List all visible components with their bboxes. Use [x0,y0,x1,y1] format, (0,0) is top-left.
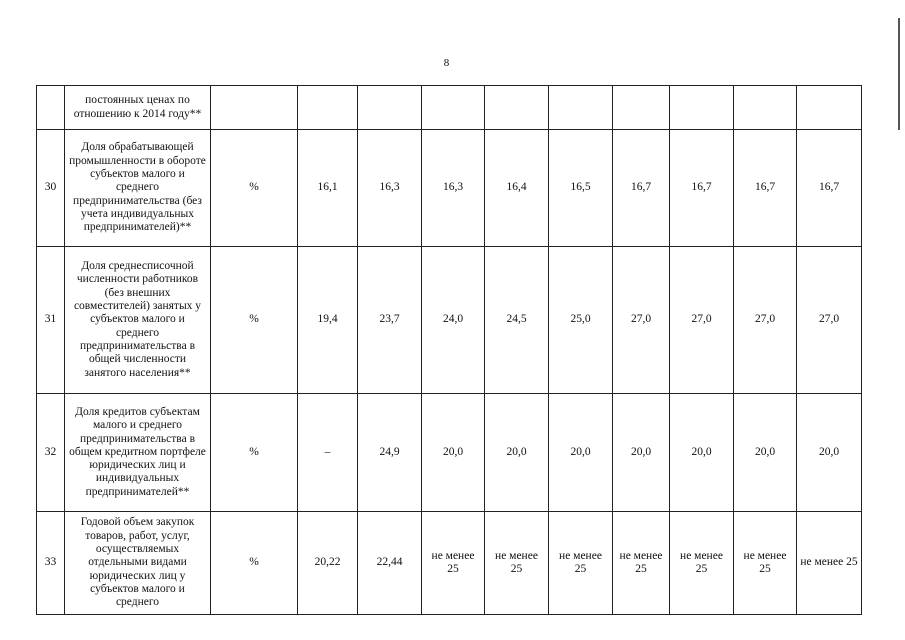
value-cell: не менее 25 [797,512,862,615]
value-cell: 22,44 [358,512,422,615]
value-cell: не менее 25 [613,512,670,615]
value-cell [613,86,670,130]
row-number: 32 [37,394,65,512]
value-cell: 16,7 [797,130,862,247]
value-cell: не менее 25 [549,512,613,615]
value-cell [670,86,734,130]
unit-cell: % [211,130,298,247]
value-cell: 20,0 [734,394,797,512]
unit-cell: % [211,394,298,512]
value-cell: 24,0 [422,247,485,394]
value-cell: 27,0 [670,247,734,394]
value-cell: 20,0 [549,394,613,512]
table-row [37,394,862,512]
indicator-name: постоянных ценах по отношению к 2014 году** [65,86,211,130]
row-number: 30 [37,130,65,247]
value-cell [298,86,358,130]
unit-cell: % [211,247,298,394]
value-cell: 20,0 [613,394,670,512]
indicator-name: Доля кредитов субъектам малого и среднего предпринимательства в общем кредитном портфеле юридических лиц и индивидуальных предпринимателей** [65,394,211,512]
scan-edge-line [898,18,900,130]
value-cell: 16,4 [485,130,549,247]
value-cell [549,86,613,130]
value-cell: 16,7 [670,130,734,247]
value-cell: 20,0 [797,394,862,512]
value-cell: 20,0 [670,394,734,512]
table-row [37,247,862,394]
value-cell: 19,4 [298,247,358,394]
value-cell: 16,3 [358,130,422,247]
value-cell: не менее 25 [670,512,734,615]
value-cell: 27,0 [613,247,670,394]
value-cell [485,86,549,130]
value-cell: 20,0 [485,394,549,512]
value-cell: 16,1 [298,130,358,247]
value-cell: 24,9 [358,394,422,512]
table-row [37,130,862,247]
indicators-table [36,85,862,615]
value-cell: 16,7 [613,130,670,247]
indicator-name: Доля среднесписочной численности работников (без внешних совместителей) занятых у субъектов малого и среднего предпринимательства в общей численности занятого населения** [65,247,211,394]
value-cell: 16,3 [422,130,485,247]
indicator-name: Годовой объем закупок товаров, работ, услуг, осуществляемых отдельными видами юридических лиц у субъектов малого и среднего [65,512,211,615]
value-cell: не менее 25 [422,512,485,615]
value-cell: 25,0 [549,247,613,394]
value-cell [358,86,422,130]
row-number [37,86,65,130]
value-cell: – [298,394,358,512]
value-cell: 27,0 [734,247,797,394]
table-row [37,86,862,130]
value-cell: 16,7 [734,130,797,247]
value-cell [422,86,485,130]
value-cell: 20,0 [422,394,485,512]
value-cell: 16,5 [549,130,613,247]
value-cell [734,86,797,130]
unit-cell [211,86,298,130]
row-number: 31 [37,247,65,394]
value-cell: 23,7 [358,247,422,394]
value-cell: 27,0 [797,247,862,394]
row-number: 33 [37,512,65,615]
indicator-name: Доля обрабатывающей промышленности в обороте субъектов малого и среднего предпринимательства (без учета индивидуальных предпринимателей)** [65,130,211,247]
unit-cell: % [211,512,298,615]
value-cell [797,86,862,130]
page-number: 8 [443,57,450,69]
value-cell: 20,22 [298,512,358,615]
table-row [37,512,862,615]
value-cell: не менее 25 [734,512,797,615]
value-cell: 24,5 [485,247,549,394]
value-cell: не менее 25 [485,512,549,615]
